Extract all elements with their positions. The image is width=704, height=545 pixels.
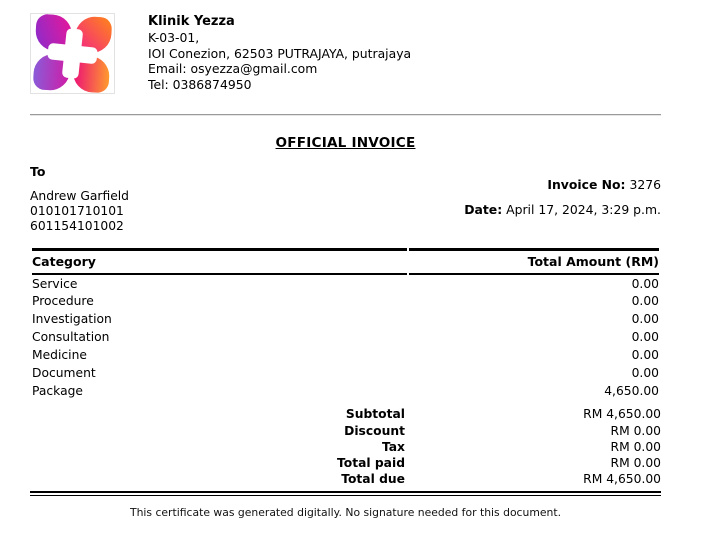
summary-label: Tax: [381, 439, 405, 454]
table-row: [32, 329, 659, 347]
row-amount: 0.00: [631, 330, 659, 345]
clinic-email-line: Email: osyezza@gmail.com: [148, 61, 318, 77]
table-row: [32, 311, 659, 329]
invoice-meta-block: [464, 164, 661, 234]
summary-row: [30, 471, 661, 487]
rule-thin: [30, 495, 661, 496]
summary-row: [30, 423, 661, 439]
row-amount: 0.00: [631, 276, 659, 291]
recipient-id: 010101710101: [30, 204, 124, 218]
summary-row: [30, 439, 661, 455]
summary-value: RM 0.00: [610, 455, 661, 470]
row-category: Service: [32, 276, 78, 291]
row-category: Medicine: [32, 348, 87, 363]
clinic-name: Klinik Yezza: [148, 14, 235, 29]
rule-thick: [30, 491, 661, 493]
invoice-date-value: April 17, 2024, 3:29 p.m.: [506, 202, 661, 217]
footer-note: This certificate was generated digitally. No signature needed for this document.: [129, 506, 561, 520]
summary-label: Total due: [341, 472, 405, 487]
table-row: [32, 293, 659, 311]
row-category: Procedure: [32, 294, 94, 309]
invoice-info-section: [30, 164, 661, 234]
summary-value: RM 4,650.00: [583, 407, 661, 422]
table-header-amount: Total Amount (RM): [409, 248, 659, 275]
recipient-id: 601154101002: [30, 219, 124, 233]
row-category: Document: [32, 366, 96, 381]
summary-label: Total paid: [337, 455, 405, 470]
table-row: [32, 347, 659, 365]
clinic-tel-line: Tel: 0386874950: [148, 77, 252, 93]
table-row: [32, 382, 659, 400]
bottom-double-rule: [30, 491, 661, 496]
row-amount: 0.00: [631, 312, 659, 327]
clinic-header: [30, 13, 661, 94]
invoice-number-row: [464, 177, 661, 192]
recipient-label: To: [30, 164, 46, 179]
recipient-name: Andrew Garfield: [30, 189, 129, 203]
summary-label: Subtotal: [345, 407, 405, 422]
row-amount: 0.00: [631, 348, 659, 363]
row-amount: 0.00: [631, 366, 659, 381]
row-amount: 4,650.00: [604, 383, 659, 398]
row-category: Consultation: [32, 330, 110, 345]
clinic-address-line: IOI Conezion, 62503 PUTRAJAYA, putrajaya: [148, 45, 412, 61]
pinwheel-cross-logo-icon: [31, 14, 114, 93]
table-row: [32, 275, 659, 293]
invoice-date-label: Date:: [464, 202, 503, 217]
row-category: Investigation: [32, 312, 112, 327]
summary-row: [30, 455, 661, 471]
recipient-block: [30, 164, 129, 234]
clinic-logo: [30, 13, 115, 94]
summary-value: RM 0.00: [610, 439, 661, 454]
summary-value: RM 0.00: [610, 423, 661, 438]
table-header-row: [32, 248, 659, 275]
clinic-address-line: K-03-01,: [148, 29, 200, 45]
clinic-info: [148, 13, 411, 93]
header-divider: [30, 114, 661, 116]
page-title: OFFICIAL INVOICE: [275, 135, 416, 151]
summary-row: [30, 406, 661, 422]
row-category: Package: [32, 383, 83, 398]
summary-label: Discount: [344, 423, 405, 438]
recipient-details: [30, 189, 129, 234]
totals-summary: [30, 406, 661, 487]
summary-value: RM 4,650.00: [583, 472, 661, 487]
invoice-number-value: 3276: [629, 177, 661, 192]
row-amount: 0.00: [631, 294, 659, 309]
invoice-number-label: Invoice No:: [547, 177, 626, 192]
category-table: [30, 248, 661, 400]
table-header-category: Category: [32, 248, 407, 275]
table-row: [32, 365, 659, 383]
invoice-date-row: [464, 202, 661, 217]
